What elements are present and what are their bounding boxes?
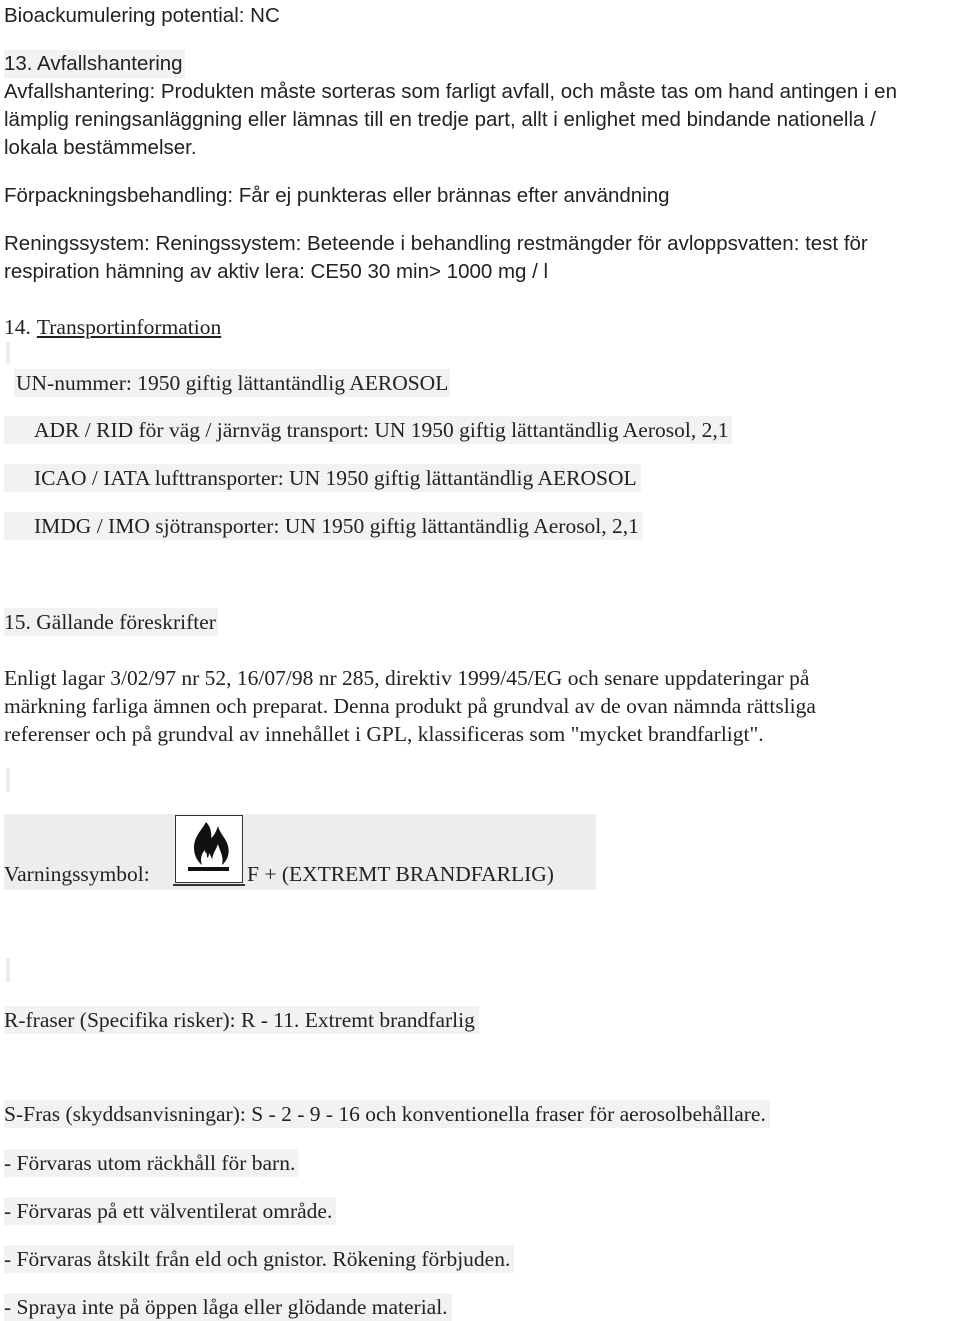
section-15-marker bbox=[6, 768, 10, 792]
law-line-3: referenser och på grundval av innehållet i GPL, klassificeras som "mycket brandfarligt". bbox=[4, 722, 764, 746]
waste-line-3: lokala bestämmelser. bbox=[4, 136, 197, 159]
un-number-line: UN-nummer: 1950 giftig lättantändlig AEROSOL bbox=[16, 371, 449, 395]
icao-iata-line: ICAO / IATA lufttransporter: UN 1950 giftig lättantändlig AEROSOL bbox=[4, 464, 641, 492]
section-13-heading: 13. Avfallshantering bbox=[4, 50, 185, 78]
cleaning-line-2: respiration hämning av aktiv lera: CE50 30 min> 1000 mg / l bbox=[4, 260, 549, 283]
precaution-item-2: - Förvaras på ett välventilerat område. bbox=[4, 1197, 336, 1225]
waste-line-2: lämplig reningsanläggning eller lämnas till en tredje part, allt i enlighet med bindande nationella / bbox=[4, 108, 876, 131]
cleaning-line-1: Reningssystem: Reningssystem: Beteende i behandling restmängder för avloppsvatten: test för bbox=[4, 232, 868, 255]
adr-rid-line: ADR / RID för väg / järnväg transport: UN 1950 giftig lättantändlig Aerosol, 2,1 bbox=[4, 416, 732, 444]
law-line-1: Enligt lagar 3/02/97 nr 52, 16/07/98 nr 285, direktiv 1999/45/EG och senare uppdateringar på bbox=[4, 666, 810, 690]
warning-label-underline bbox=[173, 884, 245, 886]
section-14-title: Transportinformation bbox=[36, 315, 222, 339]
section-15-marker-2 bbox=[6, 958, 10, 982]
cleaning-system-paragraph bbox=[4, 230, 959, 286]
s-phrases-line: S-Fras (skyddsanvisningar): S - 2 - 9 - 16 och konventionella fraser för aerosolbehållare. bbox=[4, 1100, 770, 1128]
regulations-paragraph bbox=[4, 664, 959, 748]
imdg-imo-line: IMDG / IMO sjötransporter: UN 1950 giftig lättantändlig Aerosol, 2,1 bbox=[4, 512, 643, 540]
waste-line-1: Avfallshantering: Produkten måste sorteras som farligt avfall, och måste tas om hand antingen i en bbox=[4, 80, 897, 103]
section-14-heading bbox=[4, 313, 221, 341]
law-line-2: märkning farliga ämnen och preparat. Denna produkt på grundval av de ovan nämnda rättsliga bbox=[4, 694, 816, 718]
section-14-marker bbox=[6, 342, 10, 364]
r-phrases-line: R-fraser (Specifika risker): R - 11. Extremt brandfarlig bbox=[4, 1006, 479, 1034]
waste-handling-paragraph bbox=[4, 78, 959, 162]
precaution-item-3: - Förvaras åtskilt från eld och gnistor. Rökening förbjuden. bbox=[4, 1245, 514, 1273]
precaution-item-1: - Förvaras utom räckhåll för barn. bbox=[4, 1149, 299, 1177]
packaging-line: Förpackningsbehandling: Får ej punkteras eller brännas efter användning bbox=[4, 184, 670, 207]
warning-symbol-label: Varningssymbol: bbox=[4, 862, 150, 886]
precaution-item-4: - Spraya inte på öppen låga eller glödande material. bbox=[4, 1293, 452, 1321]
flame-icon bbox=[175, 815, 243, 883]
section-15-heading: 15. Gällande föreskrifter bbox=[4, 610, 216, 634]
section-14-number: 14. bbox=[4, 315, 31, 339]
warning-symbol-text: F + (EXTREMT BRANDFARLIG) bbox=[247, 862, 554, 886]
bioaccumulation-line: Bioackumulering potential: NC bbox=[4, 4, 280, 27]
